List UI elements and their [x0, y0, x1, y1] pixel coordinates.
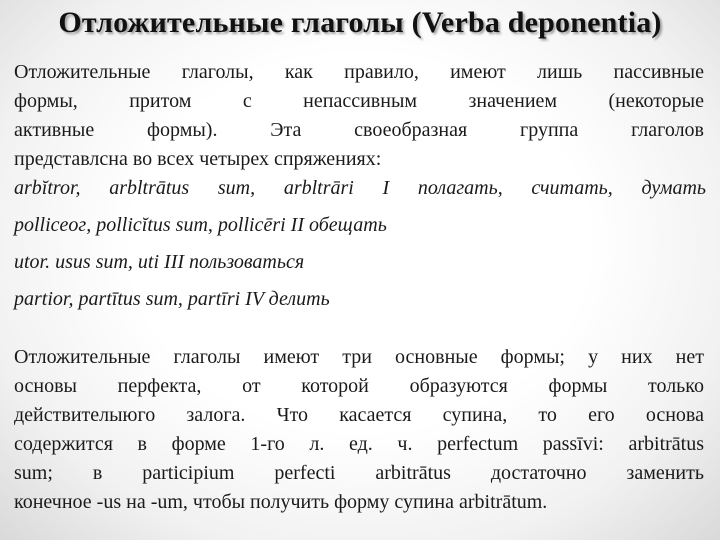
verb-example-polliceor: polliceoг, pollicĭtus sum, pollicēri II обещать	[14, 214, 387, 236]
summary-line: конечное -us на -um, чтобы получить форму супина arbitrātum.	[14, 491, 548, 513]
slide-title: Отложительные глаголы (Verba deponentia)	[58, 6, 662, 39]
verb-example-partior: partior, partītus sum, partīri IV делить	[14, 288, 330, 310]
summary-line: действителыюго залога. Что касается супина, то его основа	[14, 404, 704, 426]
summary-line: содержится в форме 1-го л. ед. ч. perfectum passīvi: arbitrātus	[14, 433, 704, 455]
intro-paragraph	[14, 58, 704, 174]
verb-example-arbitror: arbĭtror, arbltrātus sum, arbltrāri I полагать, считать, думать	[14, 177, 706, 199]
intro-line: Отложительные глаголы, как правило, имеют лишь пассивные	[14, 61, 704, 83]
intro-line: представлсна во всех четырех спряжениях:	[14, 148, 382, 170]
summary-paragraph	[14, 343, 704, 517]
intro-line: активные формы). Эта своеобразная группа глаголов	[14, 119, 704, 141]
verb-example-utor: utor. usus sum, uti III пользоваться	[14, 251, 305, 273]
summary-line: Отложительные глаголы имеют три основные формы; у них нет	[14, 346, 704, 368]
verb-examples-list	[14, 170, 714, 318]
intro-line: формы, притом с непассивным значением (некоторые	[14, 90, 704, 112]
summary-line: sum; в participium perfecti arbitrātus достаточно заменить	[14, 462, 704, 484]
summary-line: основы перфекта, от которой образуются формы только	[14, 375, 704, 397]
